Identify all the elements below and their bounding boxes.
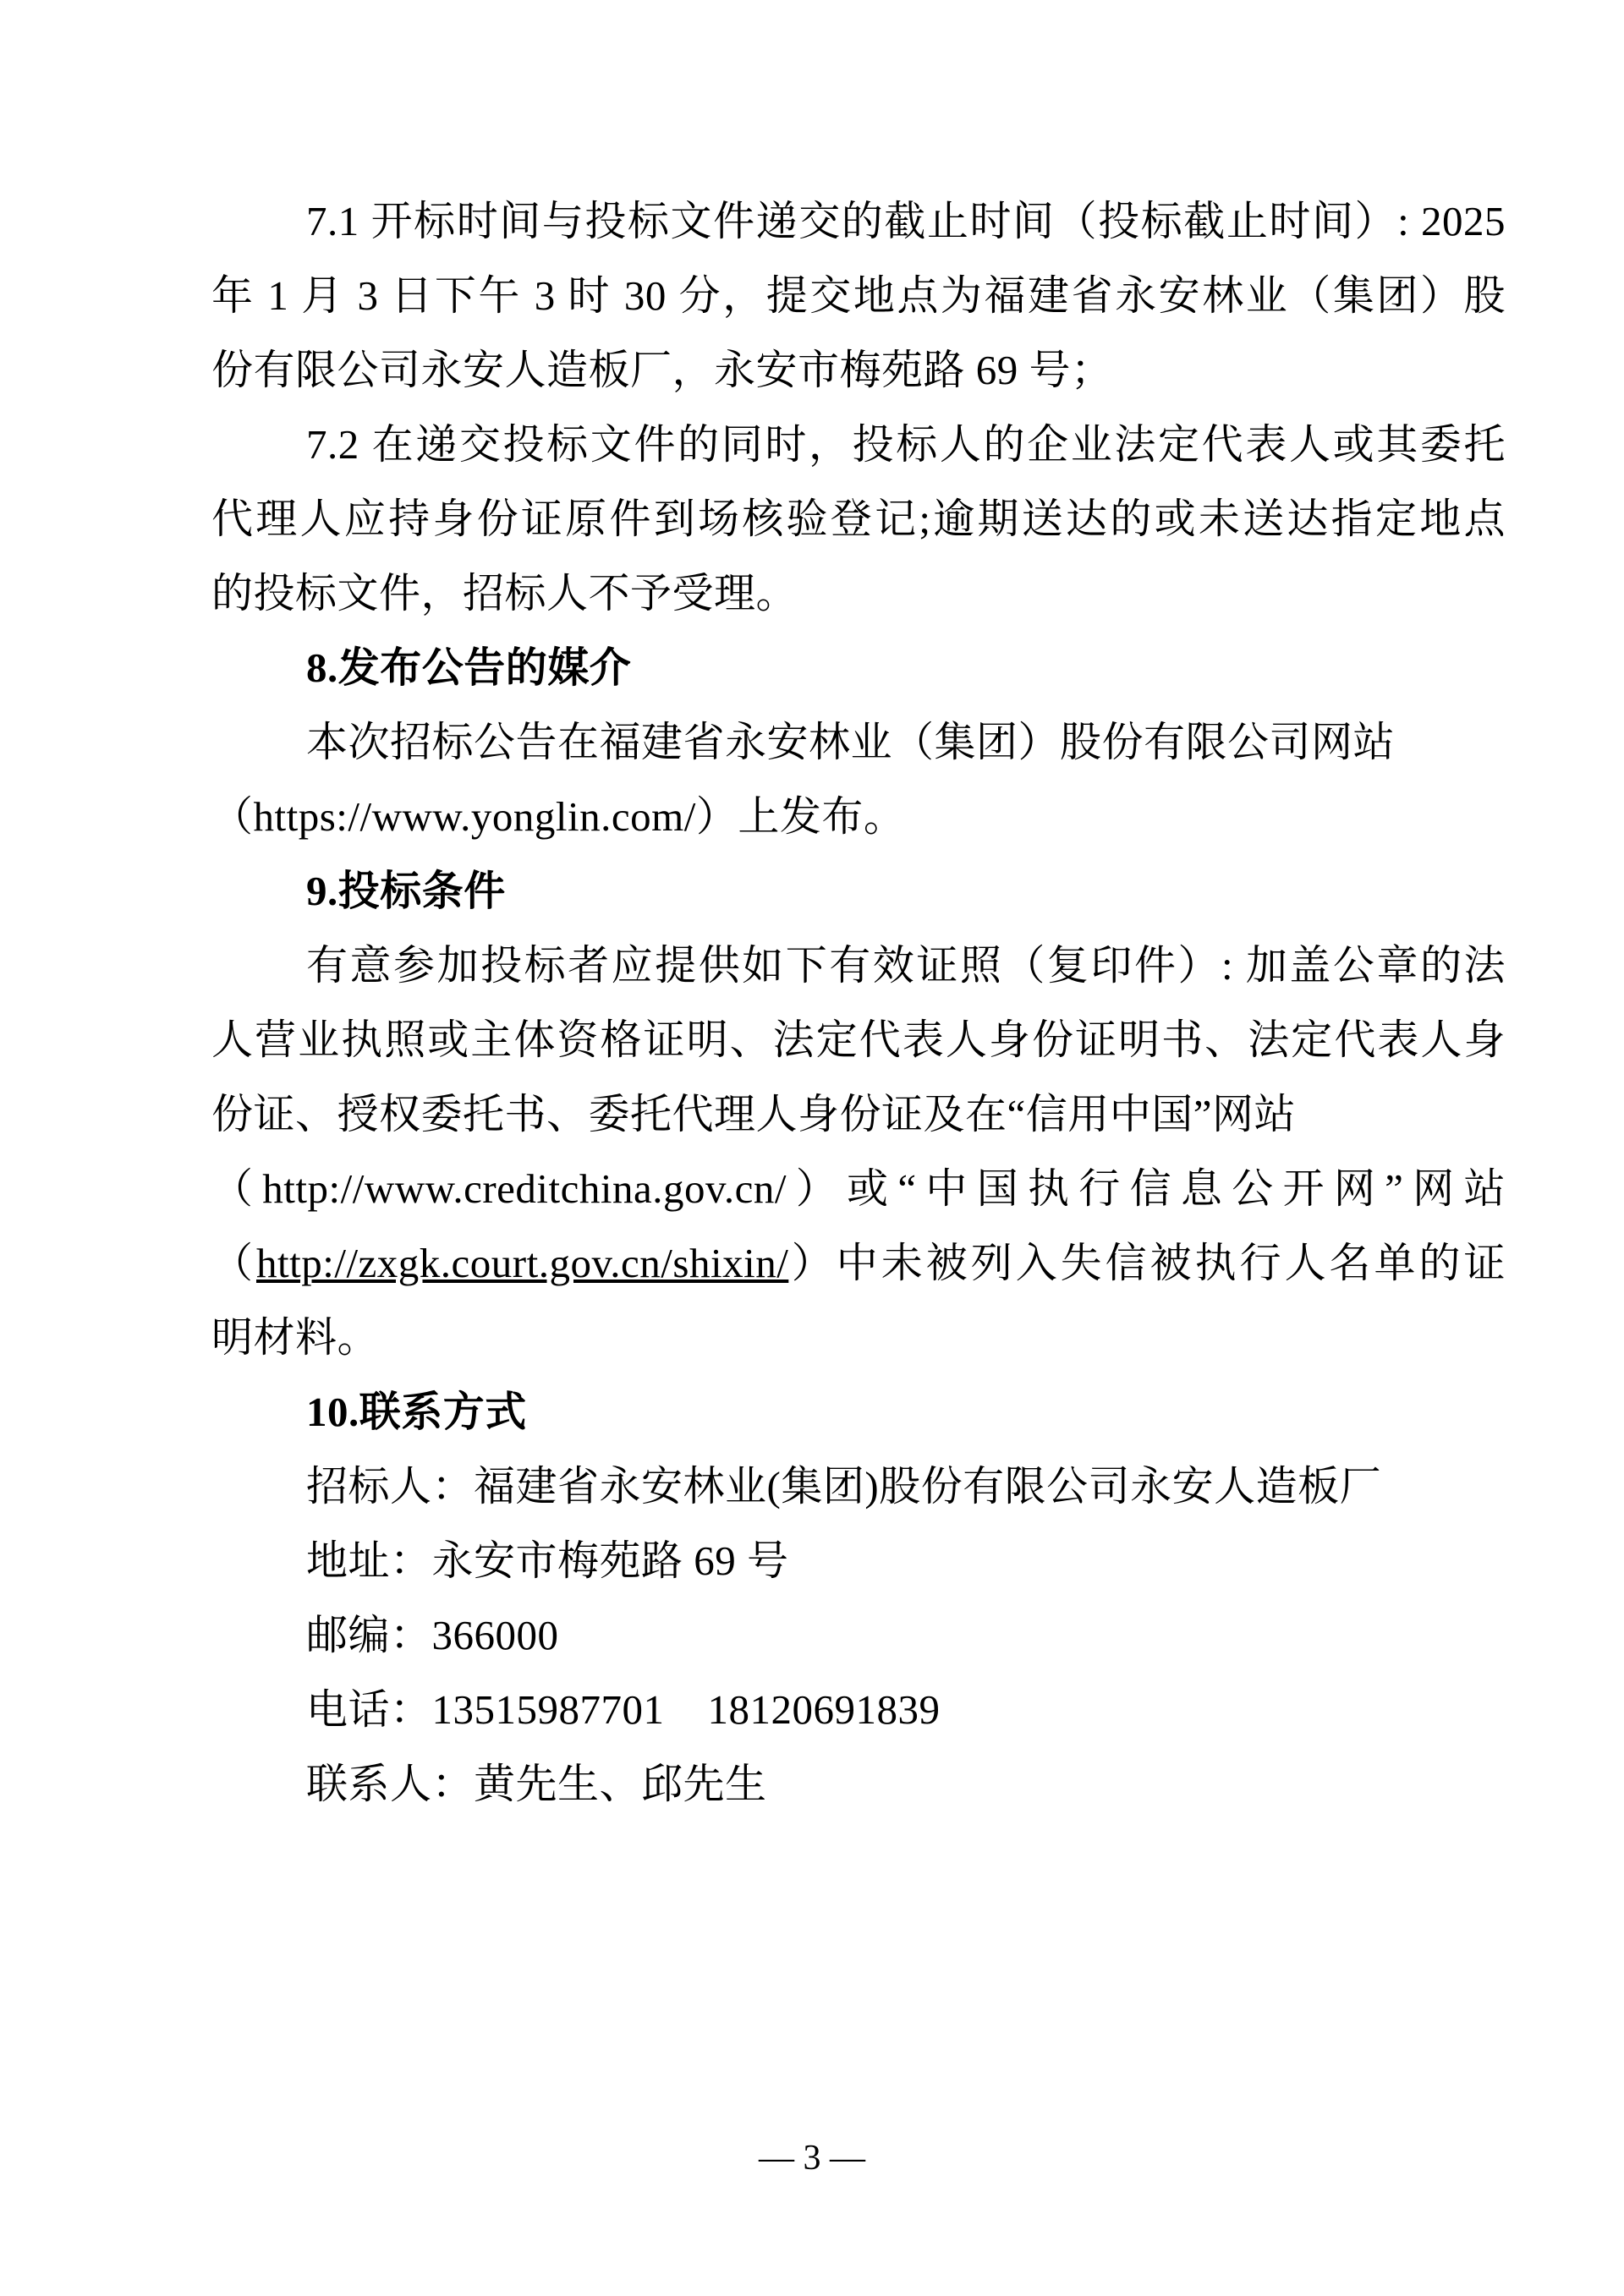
text-line xyxy=(211,1003,1506,1077)
text-segment: 人营业执照或主体资格证明、法定代表人身份证明书、法定代表人身 xyxy=(211,1016,1506,1063)
text-line xyxy=(211,259,1506,333)
text-segment: 邮编：366000 xyxy=(306,1612,559,1658)
text-line xyxy=(211,556,1506,631)
text-segment: 的投标文件，招标人不予受理。 xyxy=(211,570,798,616)
text-line xyxy=(211,1077,1506,1152)
text-segment: 年 1 月 3 日下午 3 时 30 分，提交地点为福建省永安林业（集团）股 xyxy=(211,272,1506,319)
text-segment: 有意参加投标者应提供如下有效证照（复印件）: 加盖公章的法 xyxy=(306,942,1506,989)
text-segment: 地址：永安市梅苑路 69 号 xyxy=(306,1537,789,1584)
hyperlink-url: http://zxgk.court.gov.cn/shixin/ xyxy=(255,1240,789,1286)
text-segment: 8.发布公告的媒介 xyxy=(306,644,632,691)
text-segment: 明材料。 xyxy=(211,1314,380,1361)
section-heading xyxy=(211,854,1506,929)
text-segment: 份有限公司永安人造板厂，永安市梅苑路 69 号； xyxy=(211,347,1113,393)
text-line xyxy=(211,705,1506,780)
document-body xyxy=(211,184,1506,1822)
text-line xyxy=(211,1598,1506,1673)
text-line xyxy=(211,1301,1506,1375)
text-line xyxy=(211,333,1506,408)
text-segment: 本次招标公告在福建省永安林业（集团）股份有限公司网站 xyxy=(306,719,1396,765)
text-line xyxy=(211,1747,1506,1822)
text-line xyxy=(211,1226,1506,1301)
text-line xyxy=(211,1152,1506,1226)
text-line xyxy=(211,184,1506,259)
text-line xyxy=(211,1673,1506,1747)
text-segment: （http://www.creditchina.gov.cn/）或“中国执行信息公开网”网站 xyxy=(211,1165,1506,1212)
text-segment: 电话：13515987701 18120691839 xyxy=(306,1686,941,1733)
text-line xyxy=(211,1524,1506,1598)
text-line xyxy=(211,780,1506,854)
section-heading xyxy=(211,631,1506,705)
text-line xyxy=(211,482,1506,556)
page-number: — 3 — xyxy=(759,2139,865,2178)
text-segment: （ xyxy=(211,1240,256,1286)
text-segment: 代理人应持身份证原件到场核验登记;逾期送达的或未送达指定地点 xyxy=(211,496,1506,542)
text-segment: 7.1 开标时间与投标文件递交的截止时间（投标截止时间）: 2025 xyxy=(306,198,1506,244)
text-line xyxy=(211,408,1506,482)
text-segment: 7.2 在递交投标文件的同时，投标人的企业法定代表人或其委托 xyxy=(306,421,1506,468)
section-heading xyxy=(211,1375,1506,1449)
text-segment: 联系人：黄先生、邱先生 xyxy=(306,1761,767,1807)
text-segment: 10.联系方式 xyxy=(306,1389,527,1435)
text-line xyxy=(211,1449,1506,1524)
text-segment: 份证、授权委托书、委托代理人身份证及在“信用中国”网站 xyxy=(211,1091,1296,1137)
text-segment: ）中未被列入失信被执行人名单的证 xyxy=(788,1240,1506,1286)
text-segment: 9.投标条件 xyxy=(306,868,506,914)
text-segment: （https://www.yonglin.com/）上发布。 xyxy=(211,793,906,840)
text-line xyxy=(211,929,1506,1003)
text-segment: 招标人：福建省永安林业(集团)股份有限公司永安人造板厂 xyxy=(306,1463,1382,1510)
page-footer xyxy=(0,2133,1624,2184)
